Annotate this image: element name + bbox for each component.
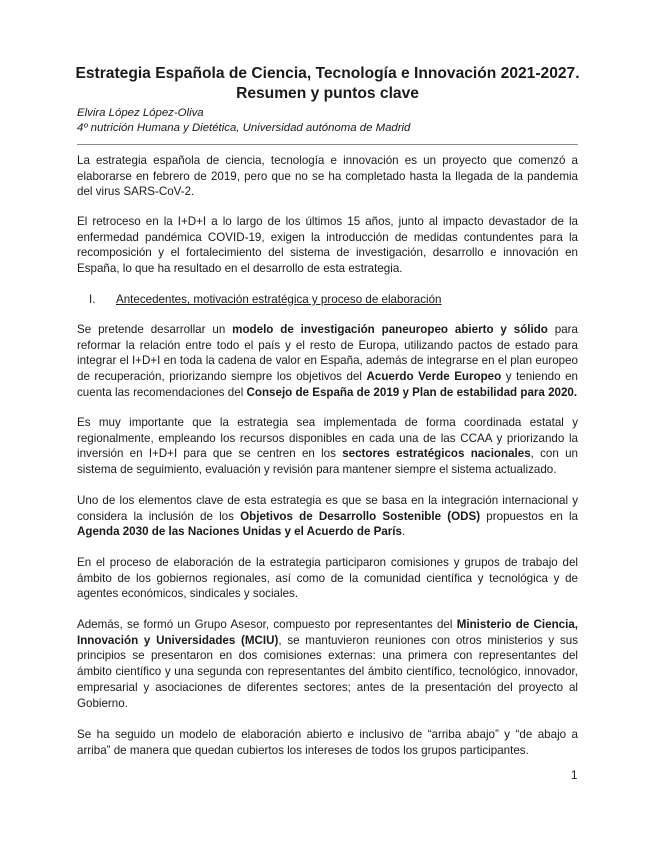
text-run: Se ha seguido un modelo de elaboración abierto e inclusivo de “arriba abajo” y “de abajo a arriba” de manera que quedan cubiertos los intereses de todos los grupos participantes. [77,728,578,757]
document-title-line-2: Resumen y puntos clave [236,85,419,102]
paragraph [77,153,578,200]
text-run: Se pretende desarrollar un [77,323,233,336]
paragraph [77,214,578,277]
paragraph [77,322,578,401]
text-run: Uno de los elementos clave de esta estrategia es que se basa en la integración internacional y considera la inclusión de los [77,494,578,523]
bold-text: Agenda 2030 de las Naciones Unidas y el Acuerdo de París [77,525,402,539]
paragraph [77,617,578,711]
bold-text: modelo de investigación paneuropeo abierto y sólido [232,323,548,336]
paragraph [77,727,578,758]
section-heading [89,292,441,307]
text-run: En el proceso de elaboración de la estrategia participaron comisiones y grupos de trabajo del ámbito de los gobiernos regionales, así como de la comunidad científica y tecnológica y de agentes económicos, sindicales y sociales. [77,556,578,601]
section-number: I. [89,293,96,306]
text-run: , con un sistema de seguimiento, evaluación y revisión para mantener siempre el sistema actualizado. [77,447,578,477]
text-run: y teniendo en cuenta las recomendaciones del [77,370,578,399]
text-run: propuestos en la [480,509,578,523]
text-run: Es muy importante que la estrategia sea implementada de forma coordinada estatal y regionalmente, empleando los recursos disponibles en cada una de las CCAA y priorizando la inversión en I+D+I para que se centren en los [77,416,578,461]
page-number: 1 [571,769,578,782]
text-run: . [401,525,406,539]
document-title-line-1: Estrategia Española de Ciencia, Tecnología e Innovación 2021-2027. [75,65,580,82]
author-name: Elvira López López-Oliva [77,107,204,119]
bold-text: Objetivos de Desarrollo Sostenible (ODS) [240,509,481,523]
header-divider [77,144,578,145]
text-run: La estrategia española de ciencia, tecnología e innovación es un proyecto que comenzó a elaborarse en febrero de 2019, pero que no se ha completado hasta la llegada de la pandemia del virus SARS-CoV-2. [77,154,578,199]
author-affiliation: 4º nutrición Humana y Dietética, Universidad autónoma de Madrid [77,122,411,134]
text-run: , se mantuvieron reuniones con otros ministerios y sus principios se presentaron en dos comisiones externas: una primera con representantes del ámbito científico y una segunda con representantes del ámbito científico, tecnológico, innovador, empresarial y asociaciones de diferentes sectores; antes de la presentación del proyecto al Gobierno. [77,633,578,710]
bold-text: Consejo de España de 2019 y Plan de estabilidad para 2020. [246,385,578,399]
section-title: Antecedentes, motivación estratégica y proceso de elaboración [116,293,442,306]
paragraph [77,415,578,478]
paragraph [77,493,578,540]
bold-text: sectores estratégicos nacionales [342,447,531,461]
text-run: Además, se formó un Grupo Asesor, compuesto por representantes del [77,618,457,631]
text-run: para reformar la relación entre todo el país y el resto de Europa, utilizando pactos de estado para integrar el I+D+I en toda la cadena de valor en España, además de integrarse en el plan europeo de recuperación, priorizando siempre los objetivos del [77,323,578,384]
bold-text: Ministerio de Ciencia, Innovación y Universidades (MCIU) [77,618,578,647]
bold-text: Acuerdo Verde Europeo [366,370,502,384]
paragraph [77,555,578,602]
text-run: El retroceso en la I+D+I a lo largo de los últimos 15 años, junto al impacto devastador de la enfermedad pandémica COVID-19, exigen la introducción de medidas contundentes para la recomposición y el fortalecimiento del sistema de investigación, desarrollo e innovación en España, lo que ha resultado en el desarrollo de esta estrategia. [77,215,578,276]
